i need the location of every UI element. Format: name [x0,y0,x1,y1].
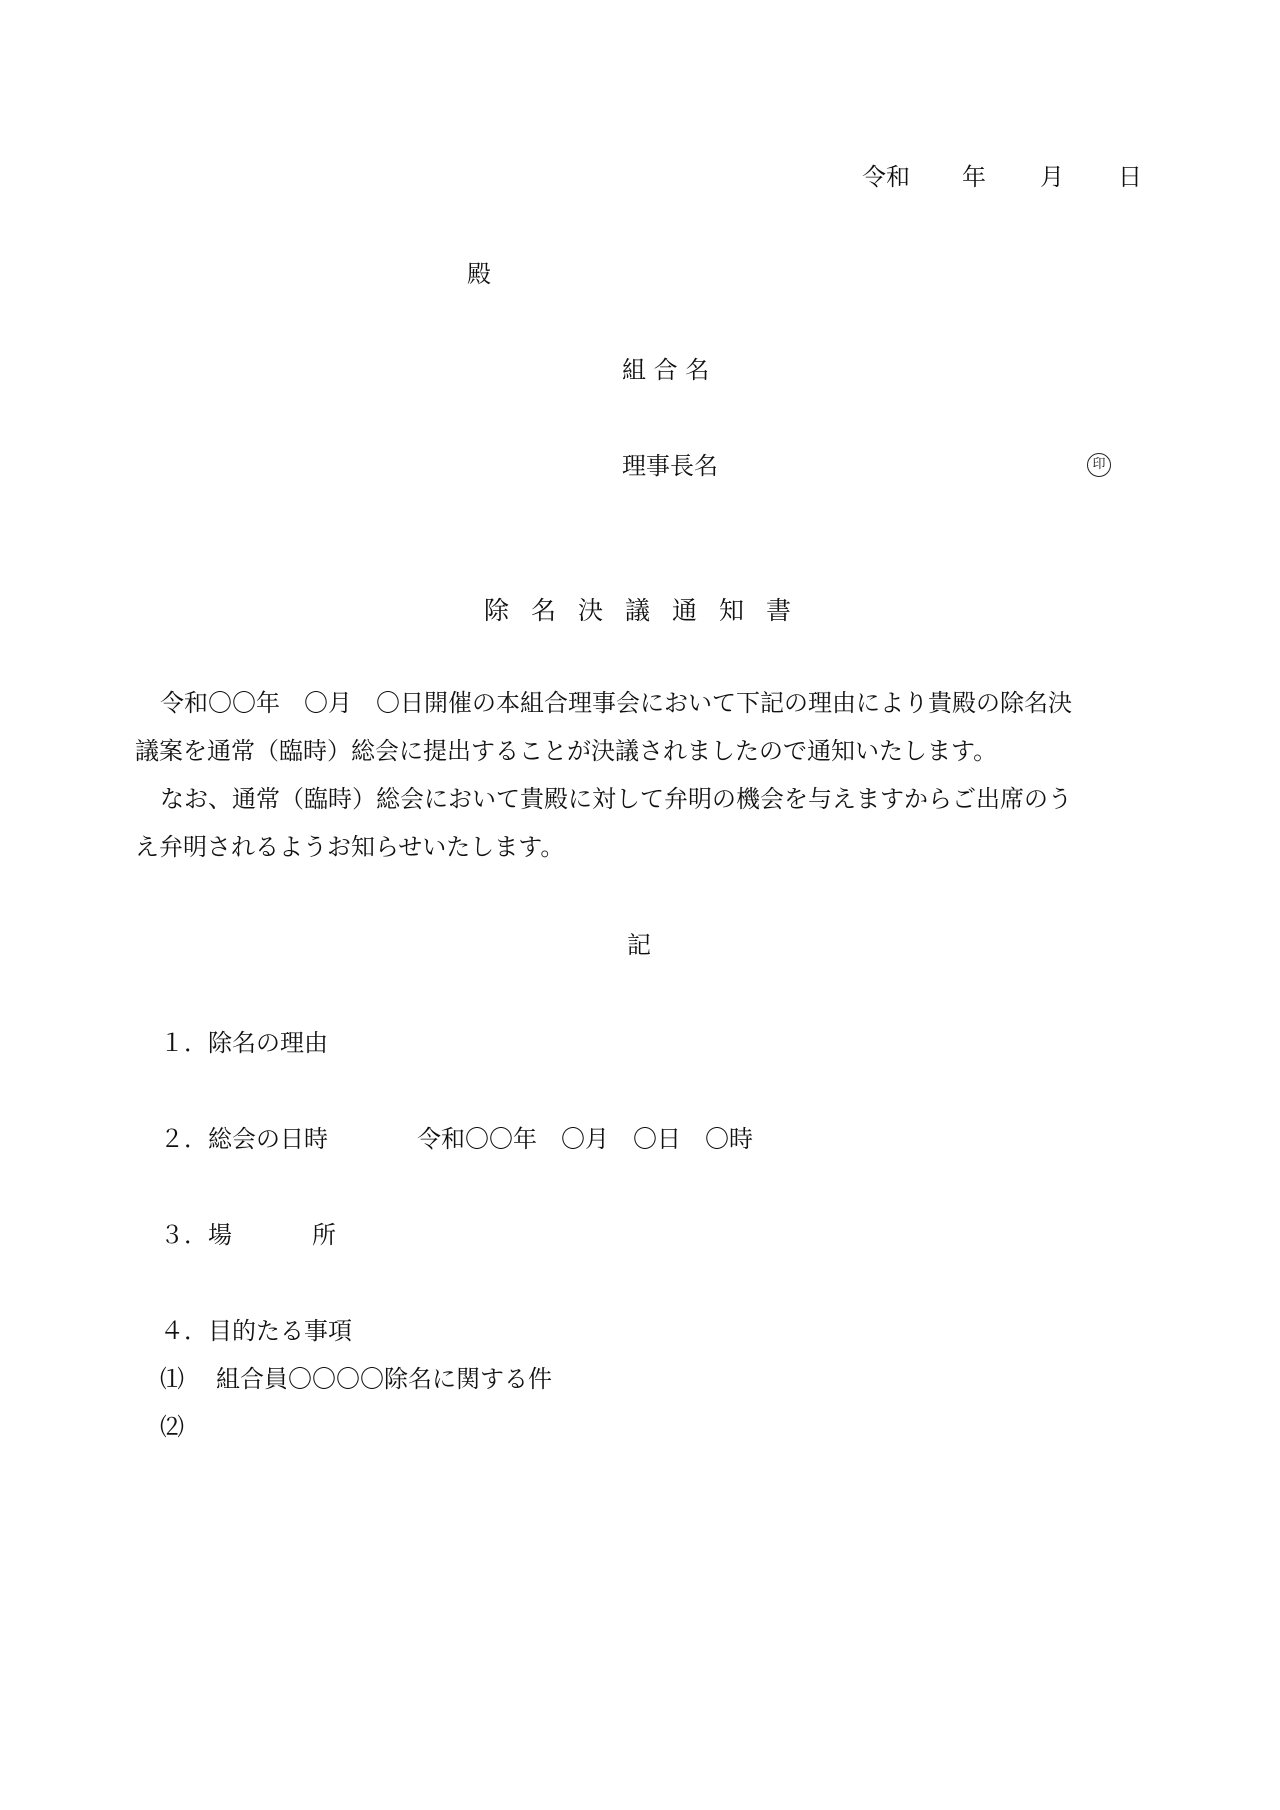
title-char: 名 [531,596,557,625]
body-line-1: 令和〇〇年 〇月 〇日開催の本組合理事会において下記の理由により貴殿の除名決 [160,689,1072,717]
sub-item-1-number: ⑴ [160,1365,184,1393]
chairman-name-label: 理事長名 [622,452,718,480]
title-char: 議 [625,596,651,625]
title-char: 通 [672,596,698,625]
item-2-label: ２．総会の日時 [160,1125,328,1153]
body-line-4: え弁明されるようお知らせいたします。 [135,833,565,861]
body-line-2: 議案を通常（臨時）総会に提出することが決議されましたので通知いたします。 [135,737,998,765]
date-year: 年 [962,163,986,191]
sub-item-2-number: ⑵ [160,1413,184,1441]
title-char: 除 [484,596,510,625]
seal-mark: 印 [1087,453,1111,477]
ki-heading: 記 [627,931,651,959]
sub-item-1-text: 組合員〇〇〇〇除名に関する件 [216,1365,552,1393]
date-era: 令和 [862,163,910,191]
body-line-3: なお、通常（臨時）総会において貴殿に対して弁明の機会を与えますからご出席のう [160,785,1072,813]
item-1: １．除名の理由 [160,1029,328,1057]
title-char: 知 [719,596,745,625]
date-day: 日 [1118,163,1142,191]
item-4: ４．目的たる事項 [160,1317,352,1345]
recipient-honorific: 殿 [467,260,491,288]
date-month: 月 [1040,163,1064,191]
title-char: 書 [766,596,792,625]
union-name-label: 組 合 名 [622,356,710,384]
item-2-value: 令和〇〇年 〇月 〇日 〇時 [417,1125,753,1153]
item-3-label: ３．場 [160,1221,232,1249]
title-char: 決 [578,596,604,625]
item-3-label-suffix: 所 [312,1221,336,1249]
